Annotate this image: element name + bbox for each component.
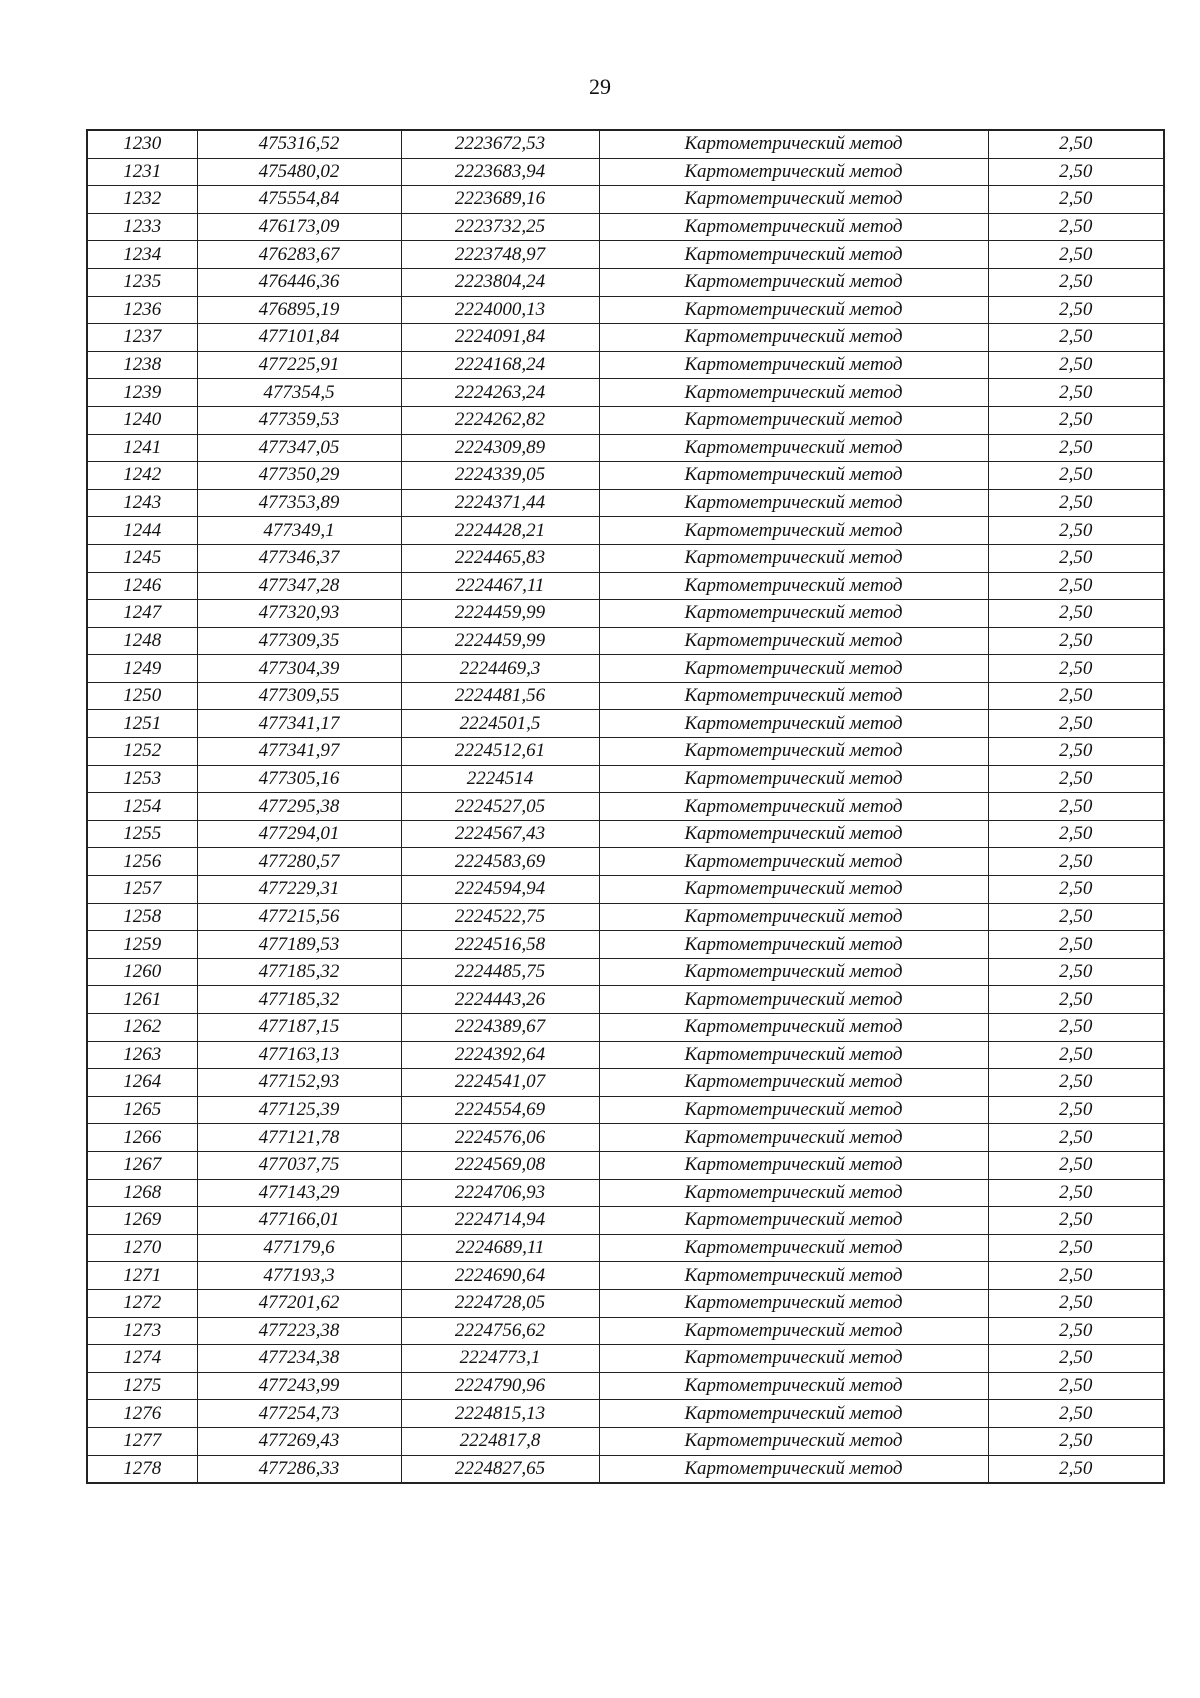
accuracy-cell: 2,50 [988,986,1164,1014]
x-coordinate-cell: 477280,57 [197,848,401,876]
method-cell: Картометрический метод [599,130,988,158]
x-coordinate-cell: 477254,73 [197,1400,401,1428]
accuracy-cell: 2,50 [988,517,1164,545]
table-row [87,1179,1164,1207]
y-coordinate-cell: 2224459,99 [401,627,599,655]
table-row [87,572,1164,600]
point-number-cell: 1262 [87,1014,197,1042]
table-row [87,1400,1164,1428]
method-cell: Картометрический метод [599,572,988,600]
accuracy-cell: 2,50 [988,1455,1164,1483]
point-number-cell: 1238 [87,351,197,379]
method-cell: Картометрический метод [599,600,988,628]
accuracy-cell: 2,50 [988,903,1164,931]
method-cell: Картометрический метод [599,986,988,1014]
x-coordinate-cell: 477350,29 [197,462,401,490]
table-row [87,1069,1164,1097]
y-coordinate-cell: 2224392,64 [401,1041,599,1069]
y-coordinate-cell: 2224554,69 [401,1096,599,1124]
point-number-cell: 1273 [87,1317,197,1345]
method-cell: Картометрический метод [599,517,988,545]
accuracy-cell: 2,50 [988,655,1164,683]
y-coordinate-cell: 2223748,97 [401,241,599,269]
y-coordinate-cell: 2224576,06 [401,1124,599,1152]
point-number-cell: 1275 [87,1372,197,1400]
x-coordinate-cell: 477349,1 [197,517,401,545]
table-row [87,627,1164,655]
table-row [87,296,1164,324]
y-coordinate-cell: 2224469,3 [401,655,599,683]
y-coordinate-cell: 2224817,8 [401,1427,599,1455]
x-coordinate-cell: 477359,53 [197,406,401,434]
y-coordinate-cell: 2224527,05 [401,793,599,821]
table-row [87,1207,1164,1235]
accuracy-cell: 2,50 [988,544,1164,572]
x-coordinate-cell: 477121,78 [197,1124,401,1152]
table-row [87,186,1164,214]
y-coordinate-cell: 2224459,99 [401,600,599,628]
accuracy-cell: 2,50 [988,296,1164,324]
x-coordinate-cell: 477101,84 [197,324,401,352]
table-row [87,351,1164,379]
method-cell: Картометрический метод [599,241,988,269]
method-cell: Картометрический метод [599,379,988,407]
method-cell: Картометрический метод [599,627,988,655]
x-coordinate-cell: 477295,38 [197,793,401,821]
method-cell: Картометрический метод [599,1041,988,1069]
x-coordinate-cell: 477125,39 [197,1096,401,1124]
method-cell: Картометрический метод [599,848,988,876]
accuracy-cell: 2,50 [988,958,1164,986]
accuracy-cell: 2,50 [988,268,1164,296]
y-coordinate-cell: 2224516,58 [401,931,599,959]
accuracy-cell: 2,50 [988,848,1164,876]
table-row [87,876,1164,904]
accuracy-cell: 2,50 [988,241,1164,269]
method-cell: Картометрический метод [599,931,988,959]
accuracy-cell: 2,50 [988,434,1164,462]
method-cell: Картометрический метод [599,158,988,186]
method-cell: Картометрический метод [599,710,988,738]
accuracy-cell: 2,50 [988,186,1164,214]
point-number-cell: 1267 [87,1151,197,1179]
point-number-cell: 1239 [87,379,197,407]
accuracy-cell: 2,50 [988,710,1164,738]
accuracy-cell: 2,50 [988,130,1164,158]
point-number-cell: 1266 [87,1124,197,1152]
method-cell: Картометрический метод [599,1179,988,1207]
y-coordinate-cell: 2224567,43 [401,820,599,848]
point-number-cell: 1230 [87,130,197,158]
accuracy-cell: 2,50 [988,1427,1164,1455]
y-coordinate-cell: 2224583,69 [401,848,599,876]
y-coordinate-cell: 2223672,53 [401,130,599,158]
accuracy-cell: 2,50 [988,406,1164,434]
x-coordinate-cell: 477185,32 [197,986,401,1014]
accuracy-cell: 2,50 [988,738,1164,766]
table-row [87,130,1164,158]
table-row [87,406,1164,434]
table-row [87,738,1164,766]
y-coordinate-cell: 2224569,08 [401,1151,599,1179]
method-cell: Картометрический метод [599,876,988,904]
point-number-cell: 1233 [87,213,197,241]
y-coordinate-cell: 2224815,13 [401,1400,599,1428]
x-coordinate-cell: 476283,67 [197,241,401,269]
accuracy-cell: 2,50 [988,379,1164,407]
y-coordinate-cell: 2224689,11 [401,1234,599,1262]
x-coordinate-cell: 477163,13 [197,1041,401,1069]
accuracy-cell: 2,50 [988,627,1164,655]
y-coordinate-cell: 2223683,94 [401,158,599,186]
table-row [87,241,1164,269]
y-coordinate-cell: 2224262,82 [401,406,599,434]
method-cell: Картометрический метод [599,1151,988,1179]
y-coordinate-cell: 2223804,24 [401,268,599,296]
x-coordinate-cell: 477320,93 [197,600,401,628]
method-cell: Картометрический метод [599,1372,988,1400]
x-coordinate-cell: 475480,02 [197,158,401,186]
point-number-cell: 1236 [87,296,197,324]
point-number-cell: 1260 [87,958,197,986]
x-coordinate-cell: 477229,31 [197,876,401,904]
table-row [87,793,1164,821]
x-coordinate-cell: 477347,28 [197,572,401,600]
table-row [87,931,1164,959]
table-row [87,848,1164,876]
table-row [87,1317,1164,1345]
table-row [87,158,1164,186]
method-cell: Картометрический метод [599,1427,988,1455]
y-coordinate-cell: 2224501,5 [401,710,599,738]
point-number-cell: 1257 [87,876,197,904]
method-cell: Картометрический метод [599,765,988,793]
point-number-cell: 1245 [87,544,197,572]
accuracy-cell: 2,50 [988,600,1164,628]
x-coordinate-cell: 477225,91 [197,351,401,379]
method-cell: Картометрический метод [599,1014,988,1042]
y-coordinate-cell: 2224756,62 [401,1317,599,1345]
method-cell: Картометрический метод [599,296,988,324]
accuracy-cell: 2,50 [988,1289,1164,1317]
point-number-cell: 1264 [87,1069,197,1097]
page-number: 29 [589,74,611,99]
x-coordinate-cell: 477215,56 [197,903,401,931]
table-row [87,1289,1164,1317]
point-number-cell: 1265 [87,1096,197,1124]
method-cell: Картометрический метод [599,1069,988,1097]
point-number-cell: 1240 [87,406,197,434]
method-cell: Картометрический метод [599,1400,988,1428]
x-coordinate-cell: 477223,38 [197,1317,401,1345]
point-number-cell: 1251 [87,710,197,738]
x-coordinate-cell: 477354,5 [197,379,401,407]
y-coordinate-cell: 2224522,75 [401,903,599,931]
table-row [87,1427,1164,1455]
y-coordinate-cell: 2224714,94 [401,1207,599,1235]
point-number-cell: 1244 [87,517,197,545]
accuracy-cell: 2,50 [988,682,1164,710]
method-cell: Картометрический метод [599,1455,988,1483]
point-number-cell: 1277 [87,1427,197,1455]
accuracy-cell: 2,50 [988,1400,1164,1428]
point-number-cell: 1252 [87,738,197,766]
point-number-cell: 1231 [87,158,197,186]
table-row [87,655,1164,683]
table-row [87,1345,1164,1373]
accuracy-cell: 2,50 [988,1317,1164,1345]
y-coordinate-cell: 2224091,84 [401,324,599,352]
table-row [87,600,1164,628]
point-number-cell: 1234 [87,241,197,269]
table-row [87,903,1164,931]
accuracy-cell: 2,50 [988,1041,1164,1069]
y-coordinate-cell: 2224728,05 [401,1289,599,1317]
x-coordinate-cell: 477152,93 [197,1069,401,1097]
x-coordinate-cell: 477243,99 [197,1372,401,1400]
y-coordinate-cell: 2224428,21 [401,517,599,545]
x-coordinate-cell: 475554,84 [197,186,401,214]
accuracy-cell: 2,50 [988,793,1164,821]
table-row [87,765,1164,793]
x-coordinate-cell: 477269,43 [197,1427,401,1455]
accuracy-cell: 2,50 [988,1151,1164,1179]
table-row [87,986,1164,1014]
x-coordinate-cell: 476173,09 [197,213,401,241]
x-coordinate-cell: 476895,19 [197,296,401,324]
method-cell: Картометрический метод [599,406,988,434]
y-coordinate-cell: 2224541,07 [401,1069,599,1097]
point-number-cell: 1255 [87,820,197,848]
x-coordinate-cell: 477304,39 [197,655,401,683]
point-number-cell: 1270 [87,1234,197,1262]
method-cell: Картометрический метод [599,186,988,214]
accuracy-cell: 2,50 [988,1345,1164,1373]
y-coordinate-cell: 2224309,89 [401,434,599,462]
accuracy-cell: 2,50 [988,351,1164,379]
x-coordinate-cell: 477286,33 [197,1455,401,1483]
y-coordinate-cell: 2224706,93 [401,1179,599,1207]
point-number-cell: 1232 [87,186,197,214]
method-cell: Картометрический метод [599,682,988,710]
method-cell: Картометрический метод [599,351,988,379]
y-coordinate-cell: 2224465,83 [401,544,599,572]
table-row [87,1234,1164,1262]
x-coordinate-cell: 477189,53 [197,931,401,959]
accuracy-cell: 2,50 [988,1014,1164,1042]
x-coordinate-cell: 477341,17 [197,710,401,738]
x-coordinate-cell: 477037,75 [197,1151,401,1179]
accuracy-cell: 2,50 [988,213,1164,241]
method-cell: Картометрический метод [599,462,988,490]
y-coordinate-cell: 2224827,65 [401,1455,599,1483]
table-row [87,489,1164,517]
table-row [87,268,1164,296]
table-row [87,213,1164,241]
y-coordinate-cell: 2224594,94 [401,876,599,904]
point-number-cell: 1263 [87,1041,197,1069]
y-coordinate-cell: 2224389,67 [401,1014,599,1042]
accuracy-cell: 2,50 [988,1179,1164,1207]
method-cell: Картометрический метод [599,1207,988,1235]
x-coordinate-cell: 477346,37 [197,544,401,572]
table-row [87,1262,1164,1290]
x-coordinate-cell: 476446,36 [197,268,401,296]
accuracy-cell: 2,50 [988,1234,1164,1262]
accuracy-cell: 2,50 [988,1207,1164,1235]
table-row [87,434,1164,462]
table-row [87,462,1164,490]
y-coordinate-cell: 2224481,56 [401,682,599,710]
method-cell: Картометрический метод [599,1234,988,1262]
y-coordinate-cell: 2224339,05 [401,462,599,490]
accuracy-cell: 2,50 [988,876,1164,904]
point-number-cell: 1237 [87,324,197,352]
point-number-cell: 1254 [87,793,197,821]
y-coordinate-cell: 2224371,44 [401,489,599,517]
point-number-cell: 1278 [87,1455,197,1483]
y-coordinate-cell: 2224690,64 [401,1262,599,1290]
method-cell: Картометрический метод [599,820,988,848]
method-cell: Картометрический метод [599,1317,988,1345]
y-coordinate-cell: 2224263,24 [401,379,599,407]
x-coordinate-cell: 477185,32 [197,958,401,986]
accuracy-cell: 2,50 [988,158,1164,186]
x-coordinate-cell: 477309,55 [197,682,401,710]
accuracy-cell: 2,50 [988,572,1164,600]
point-number-cell: 1261 [87,986,197,1014]
method-cell: Картометрический метод [599,958,988,986]
point-number-cell: 1242 [87,462,197,490]
point-number-cell: 1256 [87,848,197,876]
table-row [87,820,1164,848]
table-row [87,1096,1164,1124]
point-number-cell: 1259 [87,931,197,959]
x-coordinate-cell: 477201,62 [197,1289,401,1317]
accuracy-cell: 2,50 [988,931,1164,959]
point-number-cell: 1246 [87,572,197,600]
method-cell: Картометрический метод [599,324,988,352]
point-number-cell: 1276 [87,1400,197,1428]
table-row [87,1455,1164,1483]
accuracy-cell: 2,50 [988,324,1164,352]
method-cell: Картометрический метод [599,544,988,572]
method-cell: Картометрический метод [599,1124,988,1152]
table-row [87,379,1164,407]
point-number-cell: 1269 [87,1207,197,1235]
x-coordinate-cell: 477353,89 [197,489,401,517]
x-coordinate-cell: 477305,16 [197,765,401,793]
point-number-cell: 1249 [87,655,197,683]
table-row [87,682,1164,710]
table-body [87,130,1164,1483]
x-coordinate-cell: 477187,15 [197,1014,401,1042]
x-coordinate-cell: 477179,6 [197,1234,401,1262]
x-coordinate-cell: 475316,52 [197,130,401,158]
y-coordinate-cell: 2224790,96 [401,1372,599,1400]
method-cell: Картометрический метод [599,655,988,683]
y-coordinate-cell: 2224168,24 [401,351,599,379]
accuracy-cell: 2,50 [988,1124,1164,1152]
method-cell: Картометрический метод [599,1262,988,1290]
accuracy-cell: 2,50 [988,489,1164,517]
y-coordinate-cell: 2224467,11 [401,572,599,600]
coordinates-table [86,129,1165,1484]
table-row [87,1124,1164,1152]
point-number-cell: 1243 [87,489,197,517]
y-coordinate-cell: 2224000,13 [401,296,599,324]
accuracy-cell: 2,50 [988,820,1164,848]
x-coordinate-cell: 477193,3 [197,1262,401,1290]
accuracy-cell: 2,50 [988,1069,1164,1097]
point-number-cell: 1268 [87,1179,197,1207]
accuracy-cell: 2,50 [988,1096,1164,1124]
point-number-cell: 1274 [87,1345,197,1373]
y-coordinate-cell: 2224514 [401,765,599,793]
x-coordinate-cell: 477143,29 [197,1179,401,1207]
x-coordinate-cell: 477234,38 [197,1345,401,1373]
method-cell: Картометрический метод [599,793,988,821]
y-coordinate-cell: 2224512,61 [401,738,599,766]
point-number-cell: 1250 [87,682,197,710]
x-coordinate-cell: 477294,01 [197,820,401,848]
y-coordinate-cell: 2224773,1 [401,1345,599,1373]
point-number-cell: 1235 [87,268,197,296]
table-row [87,1014,1164,1042]
point-number-cell: 1253 [87,765,197,793]
x-coordinate-cell: 477347,05 [197,434,401,462]
table-row [87,1151,1164,1179]
method-cell: Картометрический метод [599,903,988,931]
x-coordinate-cell: 477309,35 [197,627,401,655]
y-coordinate-cell: 2223732,25 [401,213,599,241]
point-number-cell: 1271 [87,1262,197,1290]
method-cell: Картометрический метод [599,268,988,296]
table-row [87,958,1164,986]
table-row [87,517,1164,545]
method-cell: Картометрический метод [599,213,988,241]
accuracy-cell: 2,50 [988,1262,1164,1290]
point-number-cell: 1247 [87,600,197,628]
y-coordinate-cell: 2224443,26 [401,986,599,1014]
point-number-cell: 1241 [87,434,197,462]
accuracy-cell: 2,50 [988,462,1164,490]
point-number-cell: 1272 [87,1289,197,1317]
table-row [87,544,1164,572]
table-row [87,710,1164,738]
x-coordinate-cell: 477341,97 [197,738,401,766]
y-coordinate-cell: 2223689,16 [401,186,599,214]
y-coordinate-cell: 2224485,75 [401,958,599,986]
method-cell: Картометрический метод [599,489,988,517]
method-cell: Картометрический метод [599,1096,988,1124]
table-row [87,324,1164,352]
point-number-cell: 1258 [87,903,197,931]
table-row [87,1041,1164,1069]
point-number-cell: 1248 [87,627,197,655]
table-row [87,1372,1164,1400]
method-cell: Картометрический метод [599,434,988,462]
accuracy-cell: 2,50 [988,1372,1164,1400]
x-coordinate-cell: 477166,01 [197,1207,401,1235]
method-cell: Картометрический метод [599,1289,988,1317]
method-cell: Картометрический метод [599,1345,988,1373]
accuracy-cell: 2,50 [988,765,1164,793]
method-cell: Картометрический метод [599,738,988,766]
